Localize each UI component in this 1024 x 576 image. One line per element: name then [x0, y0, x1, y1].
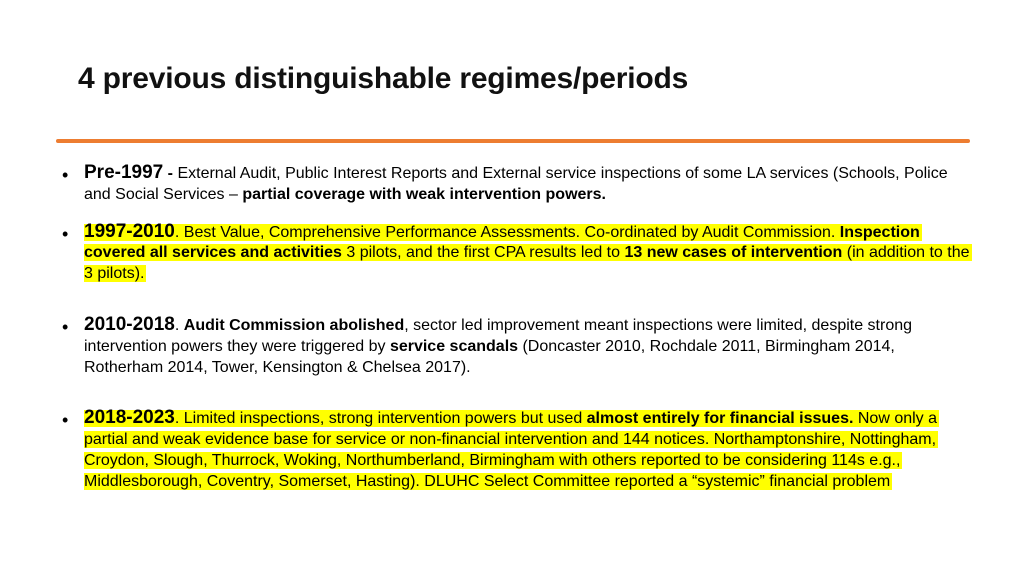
bullet-text: . Best Value, Comprehensive Performance Assessments. Co-ordinated by Audit Commission. [174, 223, 840, 241]
highlighted-text [84, 407, 939, 490]
bullet-separator: - [163, 165, 178, 182]
bullet-period: Pre-1997 [84, 162, 164, 183]
bullet-text: Now only a partial and weak evidence base for service or non-financial intervention and 144 notices. Northamptonshire, Nottingham, Croydon, Slough, Thurrock, Woking, Northumberland, Birmingham with others reported to be considering 114s e.g., Middlesborough, Coventry, Somerset, Hasting). DLUHC Select Committee reported a “systemic” financial problem [84, 410, 938, 490]
bullet-period: 2010-2018 [84, 313, 175, 335]
bullet-text: , sector led improvement meant inspections were limited, despite strong intervention powers they were triggered by [84, 316, 913, 355]
bullet-period: 2018-2023 [84, 407, 175, 429]
bullet-emphasis: Inspection covered all services and activities [84, 223, 920, 262]
bullet-1997-2010 [58, 222, 970, 285]
bullet-dot-icon: • [62, 223, 69, 244]
bullet-text: 3 pilots, and the first CPA results led to [341, 244, 625, 262]
bullet-period: 1997-2010 [84, 220, 175, 242]
highlighted-text [84, 220, 972, 283]
bullet-text: . [174, 316, 184, 334]
bullet-list [58, 163, 970, 493]
bullet-emphasis: Audit Commission abolished [183, 316, 405, 334]
bullet-2010-2018 [58, 315, 970, 378]
bullet-emphasis: 13 new cases of intervention [624, 244, 843, 262]
bullet-dot-icon: • [62, 410, 69, 431]
bullet-dot-icon: • [62, 316, 69, 337]
bullet-text: External Audit, Public Interest Reports and External service inspections of some LA services (Schools, Police and Social Services – [84, 165, 948, 203]
bullet-pre-1997 [58, 163, 970, 206]
title-divider [56, 139, 970, 143]
bullet-emphasis: partial coverage with weak intervention powers. [242, 185, 606, 203]
bullet-text: (in addition to the 3 pilots). [84, 244, 970, 283]
bullet-2018-2023 [58, 408, 970, 492]
bullet-text: (Doncaster 2010, Rochdale 2011, Birmingham 2014, Rotherham 2014, Tower, Kensington & Chelsea 2017). [84, 337, 895, 376]
bullet-dot-icon: • [62, 165, 69, 185]
slide-title: 4 previous distinguishable regimes/periods [78, 62, 689, 95]
bullet-emphasis: service scandals [389, 337, 519, 355]
bullet-text: . Limited inspections, strong intervention powers but used [174, 410, 587, 428]
bullet-emphasis: almost entirely for financial issues. [586, 410, 854, 428]
